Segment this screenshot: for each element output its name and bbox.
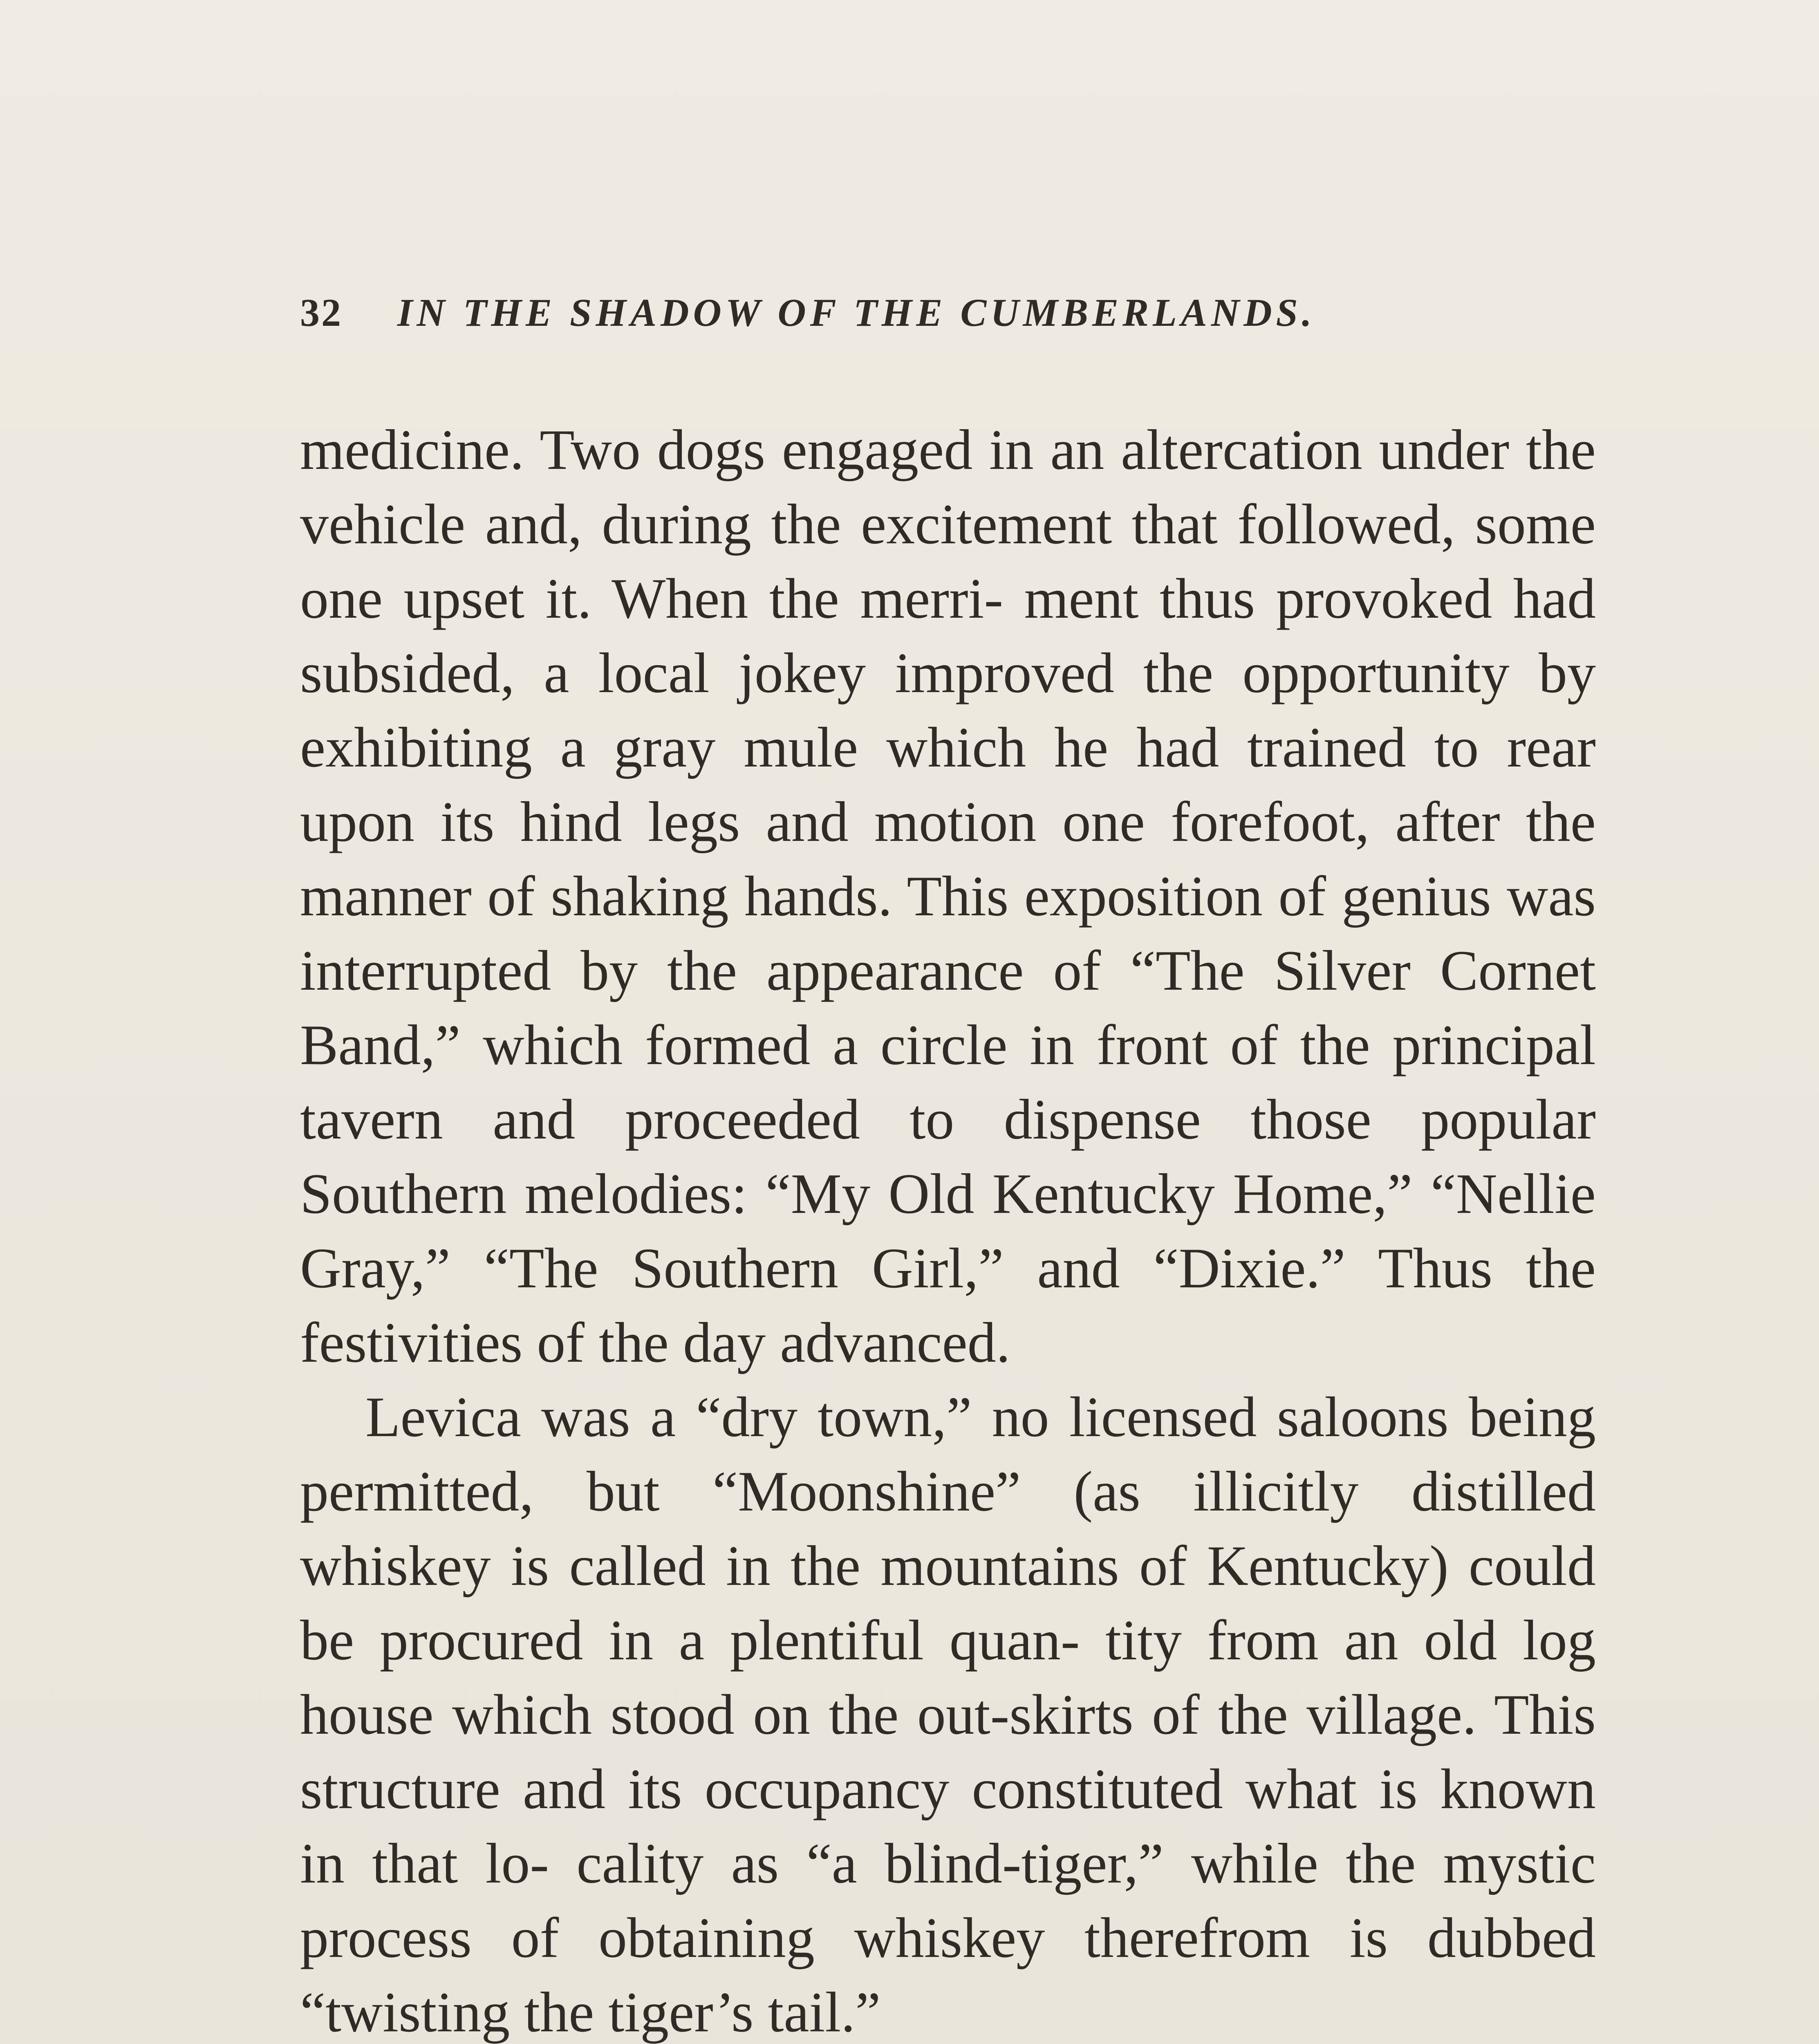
text-line: shaking hands. This exposition of genius was — [551, 865, 1596, 928]
text-line: interrupted by the appearance of “The Silver — [300, 939, 1411, 1002]
text-line: Kentucky Home,” “Nellie Gray,” “The Southern — [300, 1162, 1596, 1300]
running-title: IN THE SHADOW OF THE CUMBERLANDS. — [397, 291, 1316, 334]
text-line: legs and motion one forefoot, after the manner of — [300, 790, 1596, 928]
text-line: Levica was a “dry town,” no licensed saloons — [365, 1385, 1449, 1449]
text-line: cality as “a blind-tiger,” while the mystic process — [300, 1832, 1596, 1970]
page-number: 32 — [300, 291, 343, 334]
body-text — [300, 413, 1596, 2044]
text-line: occupancy constituted what is known in that lo- — [300, 1757, 1596, 1895]
text-line: those popular Southern melodies: “My Old — [300, 1088, 1596, 1226]
text-line: medicine. Two dogs engaged in an altercation — [300, 418, 1362, 482]
text-line: day advanced. — [683, 1311, 1010, 1374]
text-line: Girl,” and “Dixie.” Thus the festivities of the — [300, 1237, 1596, 1374]
text-line: ment thus provoked had subsided, a local jokey — [300, 567, 1596, 705]
text-line: out-skirts of the village. This structure and its — [300, 1683, 1596, 1821]
text-line: under the vehicle and, during the excitement that — [300, 418, 1596, 556]
text-line: followed, some one upset it. When the merri- — [300, 493, 1596, 630]
text-line: tity from an old log house which stood on the — [300, 1609, 1596, 1746]
text-line: Kentucky) could be procured in a plentiful quan- — [300, 1534, 1596, 1672]
paragraph-2 — [300, 1380, 1596, 2044]
text-line: Cornet Band,” which formed a circle in front of — [300, 939, 1596, 1077]
text-line: “twisting the tiger’s tail.” — [300, 1981, 881, 2044]
text-line: of obtaining whiskey therefrom is dubbed — [511, 1906, 1596, 1970]
text-line: distilled whiskey is called in the mountains of — [300, 1460, 1596, 1598]
text-line: mule which he had trained to rear upon its hind — [300, 716, 1596, 854]
text-line: the principal tavern and proceeded to dispense — [300, 1013, 1596, 1151]
running-header — [300, 286, 1600, 339]
text-line: being permitted, but “Moonshine” (as illicitly — [300, 1385, 1596, 1523]
text-line: improved the opportunity by exhibiting a gray — [300, 641, 1596, 779]
paragraph-1 — [300, 413, 1596, 1380]
